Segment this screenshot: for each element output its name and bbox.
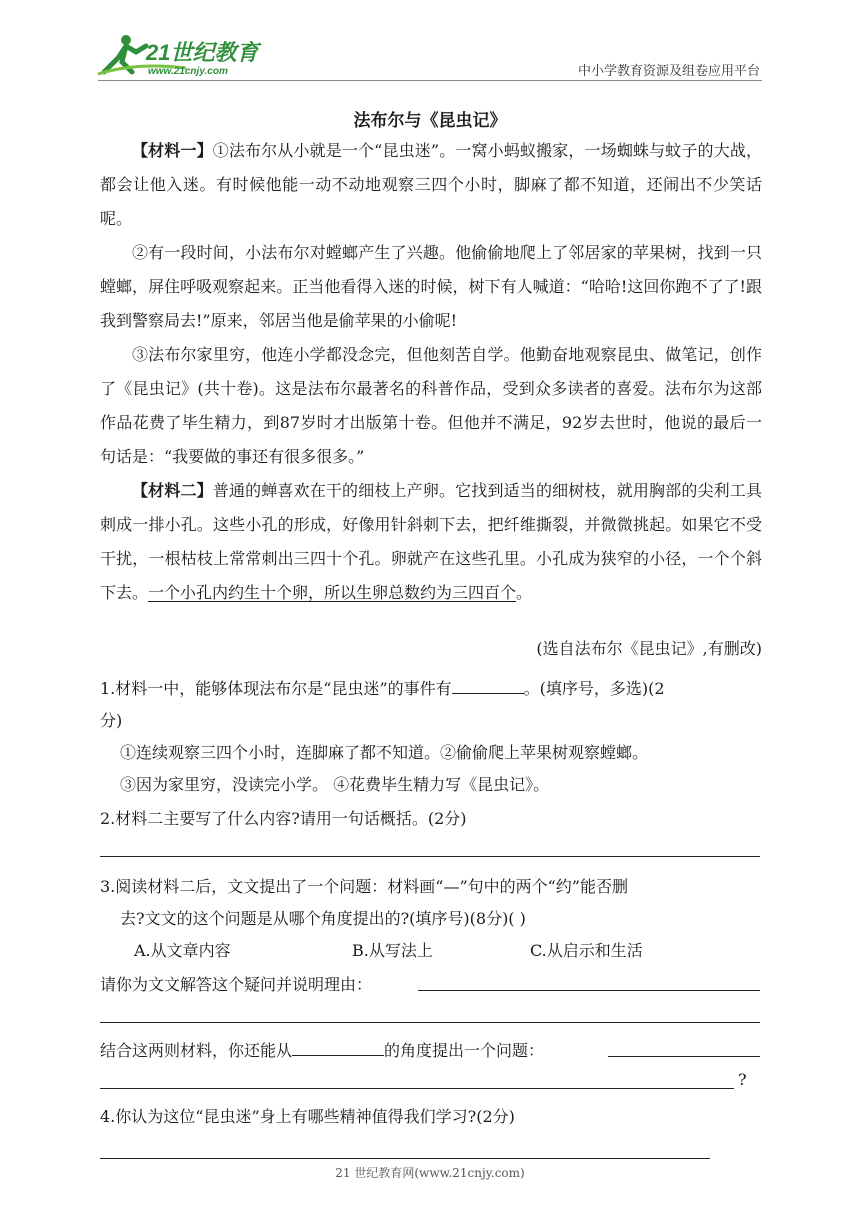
material2-end: 。 [516,583,533,602]
question-4: 4.你认为这位“昆虫迷”身上有哪些精神值得我们学习?(2分) [100,1107,515,1126]
footer: 21 世纪教育网(www.21cnjy.com) [335,1166,525,1180]
logo-url: www.21cnjy.com [148,66,228,77]
q3-prompt1: 请你为文文解答这个疑问并说明理由： [100,975,373,994]
material2-paragraph [100,474,762,610]
q3-answer-line4[interactable] [100,1088,734,1089]
source-note: (选自法布尔《昆虫记》,有删改) [536,639,762,658]
q3-prompt2a: 结合这两则材料，你还能从 [100,1041,293,1060]
material2-tag: 【材料二】 [132,481,213,500]
q3-prompt2b: 的角度提出一个问题： [384,1041,545,1060]
q1-text-b: 。(填序号，多选)(2 [523,679,665,698]
material1-tag: 【材料一】 [132,141,213,160]
question-3-line2: 去?文文的这个问题是从哪个角度提出的?(填序号)(8分)( ) [120,909,526,928]
logo-text: 21世纪教育 [146,40,259,65]
q3-answer-line2[interactable] [100,1022,760,1023]
q3-option-a: A.从文章内容 [134,941,231,960]
page-title: 法布尔与《昆虫记》 [353,111,507,131]
platform-name: 中小学教育资源及组卷应用平台 [577,64,760,79]
header-divider [98,80,762,81]
q3-answer-line1[interactable] [418,990,760,991]
q3-option-c: C.从启示和生活 [530,941,643,960]
material1-paragraph1 [100,134,762,236]
runner-logo-icon [96,32,266,78]
question-1 [100,676,665,699]
q3-question-mark: ? [738,1070,747,1089]
material2-underlined: 一个小孔内约生十个卵，所以生卵总数约为三四百个 [148,583,517,602]
q3-answer-line3[interactable] [608,1056,760,1057]
q3-angle-blank[interactable] [292,1039,384,1056]
q3-option-b: B.从写法上 [352,941,433,960]
question-3-line1: 3.阅读材料二后，文文提出了一个问题：材料画“—”句中的两个“约”能否删 [100,877,628,896]
q3-prompt2 [100,1038,544,1061]
q1-answer-blank[interactable] [452,677,524,694]
logo [96,32,266,78]
material1-paragraph3: ③法布尔家里穷，他连小学都没念完，但他刻苦自学。他勤奋地观察昆虫、做笔记，创作了《昆虫记》(共十卷)。这是法布尔最著名的科普作品，受到众多读者的喜爱。法布尔为这部作品花费了毕生精力，到87岁时才出版第十卷。但他并不满足，92岁去世时，他说的最后一句话是：“我要做的事还有很多很多。” [100,345,762,466]
question-2: 2.材料二主要写了什么内容?请用一句话概括。(2分) [100,809,467,828]
q1-text-c: 分) [100,711,123,730]
material2-text: 普通的蝉喜欢在干的细枝上产卵。它找到适当的细树枝，就用胸部的尖利工具刺成一排小孔。这些小孔的形成，好像用针斜刺下去，把纤维撕裂，并微微挑起。如果它不受干扰，一根枯枝上常常刺出三四十个孔。卵就产在这些孔里。小孔成为狭窄的小径，一个个斜下去。 [100,481,762,602]
material1-p1-text: ①法布尔从小就是一个“昆虫迷”。一窝小蚂蚁搬家，一场蜘蛛与蚊子的大战，都会让他入迷。有时候他能一动不动地观察三四个小时，脚麻了都不知道，还闹出不少笑话呢。 [100,141,762,228]
q1-text-a: 1.材料一中，能够体现法布尔是“昆虫迷”的事件有 [100,679,452,698]
q1-option-line1: ①连续观察三四个小时，连脚麻了都不知道。②偷偷爬上苹果树观察螳螂。 [120,743,649,762]
q4-answer-line[interactable] [100,1158,710,1159]
q1-option-line2: ③因为家里穷，没读完小学。 ④花费毕生精力写《昆虫记》。 [120,775,550,794]
q2-answer-line[interactable] [100,856,760,857]
material1-paragraph2: ②有一段时间，小法布尔对螳螂产生了兴趣。他偷偷地爬上了邻居家的苹果树，找到一只螳螂，屏住呼吸观察起来。正当他看得入迷的时候，树下有人喊道：“哈哈!这回你跑不了了!跟我到警察局去!”原来，邻居当他是偷苹果的小偷呢! [100,243,762,330]
